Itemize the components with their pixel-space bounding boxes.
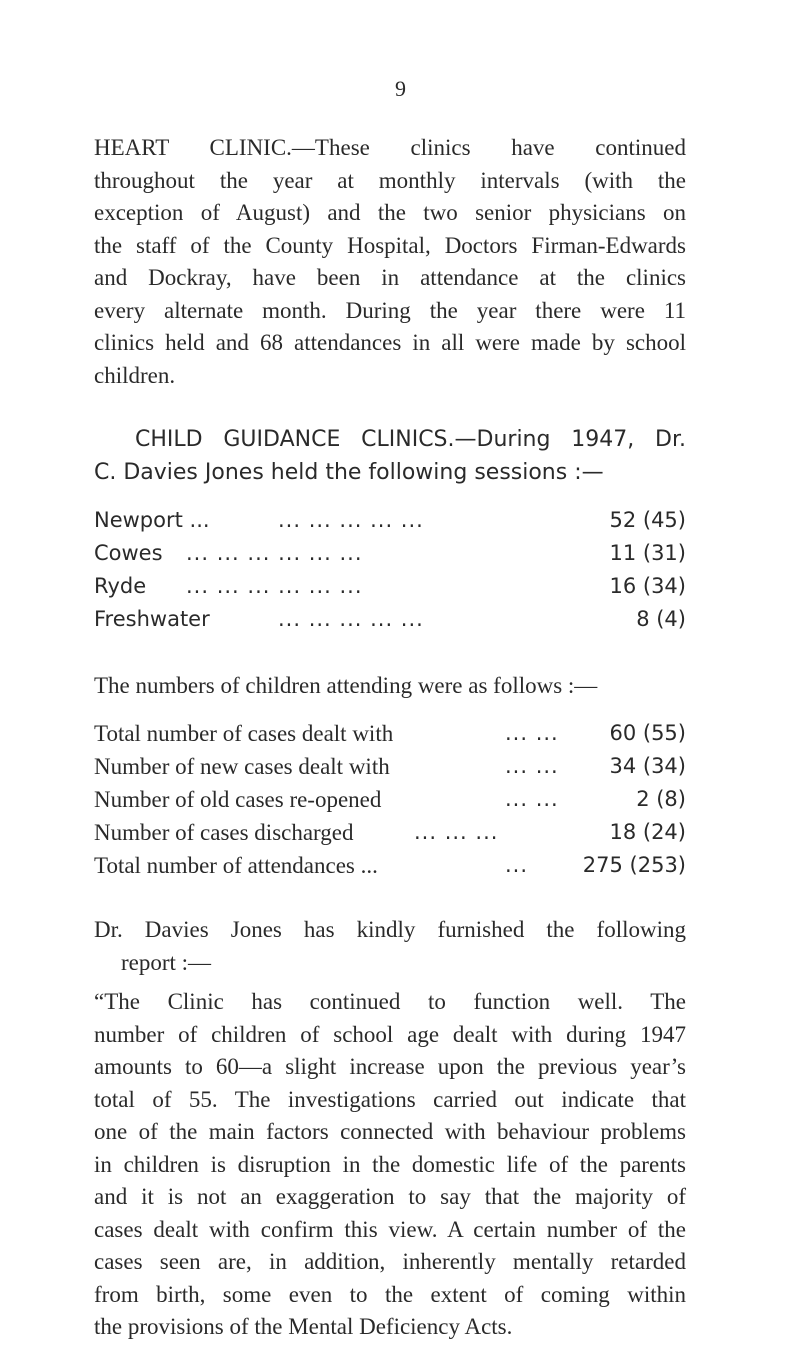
text-line: CHILD GUIDANCE CLINICS.—During 1947, Dr. (135, 427, 686, 452)
text-line: Dr. Davies Jones has kindly furnished the following (94, 917, 686, 942)
session-place: Cowes (94, 541, 163, 565)
session-value: 16 (34) (609, 574, 686, 598)
text-line: “The Clinic has continued to function well. The (94, 989, 686, 1014)
leader-dots: ... ... ... ... ... ... (186, 541, 363, 565)
attending-value: 18 (24) (609, 820, 686, 844)
session-place: Newport ... (94, 508, 210, 532)
text-line: in children is disruption in the domestic life of the parents (94, 1151, 686, 1177)
leader-dots: ... ... (505, 721, 559, 745)
leader-dots: ... ... ... ... ... ... (186, 574, 363, 598)
attending-label: Number of old cases re-opened (94, 787, 382, 812)
table-row (94, 820, 686, 852)
table-row (94, 754, 686, 786)
text-line: and Dockray, have been in attendance at the clinics (94, 265, 686, 290)
table-row (94, 607, 686, 639)
session-place: Ryde (94, 574, 147, 598)
page-number: 9 (395, 76, 406, 101)
table-row (94, 508, 686, 540)
attending-intro (94, 670, 686, 703)
session-value: 52 (45) (609, 508, 686, 532)
text-line: report :— (121, 949, 212, 975)
leader-dots: ... ... ... (414, 820, 499, 844)
text-line: cases seen are, in addition, inherently mentally retarded (94, 1249, 686, 1274)
text-line: cases dealt with confirm this view. A certain number of the (94, 1216, 686, 1242)
table-row (94, 721, 686, 753)
attending-label: Number of new cases dealt with (94, 754, 390, 779)
text-line: one of the main factors connected with behaviour problems (94, 1119, 686, 1144)
text-line: from birth, some even to the extent of coming within (94, 1281, 686, 1307)
text-line: The numbers of children attending were as follows :— (94, 673, 598, 698)
attending-value: 275 (253) (582, 853, 686, 877)
leader-dots: ... ... ... ... ... (278, 508, 424, 532)
attending-value: 2 (8) (636, 787, 686, 811)
attending-label: Number of cases discharged (94, 820, 354, 845)
leader-dots: ... ... (505, 754, 559, 778)
session-place: Freshwater (94, 607, 210, 631)
text-line: number of children of school age dealt with during 1947 (94, 1021, 686, 1047)
attending-label: Total number of attendances ... (94, 853, 378, 878)
text-line: total of 55. The investigations carried out indicate that (94, 1086, 686, 1112)
session-value: 8 (4) (636, 607, 686, 631)
text-line: HEART CLINIC.—These clinics have continued (94, 135, 686, 160)
session-value: 11 (31) (609, 541, 686, 565)
table-row (94, 541, 686, 573)
attending-value: 34 (34) (609, 754, 686, 778)
leader-dots: ... ... (505, 787, 559, 811)
heart-clinic-paragraph (94, 132, 686, 392)
text-line: C. Davies Jones held the following sessions :— (94, 459, 604, 485)
leader-dots: ... (505, 853, 529, 877)
attending-value: 60 (55) (609, 721, 686, 745)
table-row (94, 787, 686, 819)
leader-dots: ... ... ... ... ... (278, 607, 424, 631)
text-line: clinics held and 68 attendances in all were made by school (94, 330, 686, 355)
table-row (94, 574, 686, 606)
text-line: amounts to 60—a slight increase upon the previous year’s (94, 1054, 686, 1079)
report-intro (94, 914, 686, 979)
report-paragraph (94, 986, 686, 1344)
text-line: and it is not an exaggeration to say that the majority of (94, 1184, 686, 1209)
text-line: every alternate month. During the year there were 11 (94, 297, 686, 323)
text-line: throughout the year at monthly intervals (with the (94, 167, 686, 193)
table-row (94, 853, 686, 885)
attending-label: Total number of cases dealt with (94, 721, 394, 746)
text-line: the provisions of the Mental Deficiency Acts. (94, 1314, 513, 1339)
text-line: exception of August) and the two senior physicians on (94, 200, 686, 225)
text-line: children. (94, 362, 176, 388)
text-line: the staff of the County Hospital, Doctors Firman-Edwards (94, 232, 686, 258)
child-guidance-paragraph (94, 424, 686, 489)
